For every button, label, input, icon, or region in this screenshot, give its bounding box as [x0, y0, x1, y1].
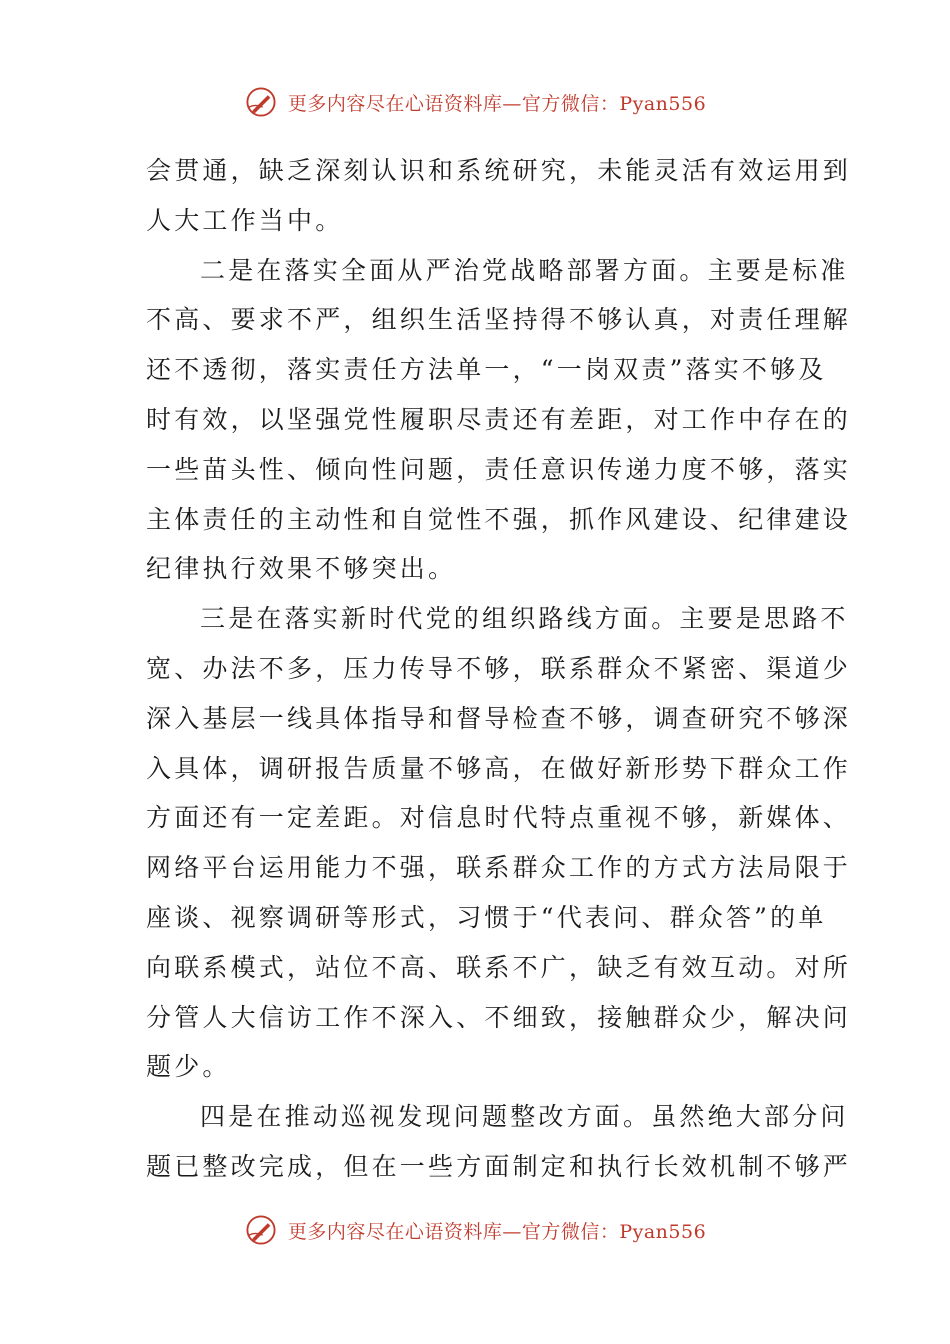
pen-logo-icon	[244, 1213, 278, 1247]
text-line: 深入基层一线具体指导和督导检查不够，调查研究不够深	[146, 703, 852, 733]
footer-banner	[0, 1208, 950, 1252]
text-line: 分管人大信访工作不深入、不细致，接触群众少，解决问	[146, 1002, 852, 1032]
header-banner-text: 更多内容尽在心语资料库—官方微信：Pyan556	[287, 92, 707, 115]
footer-banner-text: 更多内容尽在心语资料库—官方微信：Pyan556	[287, 1220, 707, 1243]
document-body	[146, 146, 852, 1192]
text-line: 会贯通，缺乏深刻认识和系统研究，未能灵活有效运用到	[146, 156, 852, 185]
text-line: 主体责任的主动性和自觉性不强，抓作风建设、纪律建设	[146, 504, 852, 534]
text-line: 三是在落实新时代党的组织路线方面。主要是思路不	[200, 604, 849, 634]
pen-logo-icon	[244, 85, 278, 119]
text-line: 入具体，调研报告质量不够高，在做好新形势下群众工作	[146, 753, 852, 783]
text-line: 网络平台运用能力不强，联系群众工作的方式方法局限于	[146, 853, 852, 883]
text-line: 宽、办法不多，压力传导不够，联系群众不紧密、渠道少	[146, 653, 852, 683]
text-line: 时有效，以坚强党性履职尽责还有差距，对工作中存在的	[146, 404, 852, 434]
text-line: 题少。	[146, 1052, 231, 1082]
text-line: 四是在推动巡视发现问题整改方面。虽然绝大部分问	[200, 1102, 849, 1132]
text-line: 纪律执行效果不够突出。	[146, 554, 457, 584]
text-line: 二是在落实全面从严治党战略部署方面。主要是标准	[200, 255, 849, 285]
text-line: 方面还有一定差距。对信息时代特点重视不够，新媒体、	[146, 803, 852, 833]
text-line: 还不透彻，落实责任方法单一，“一岗双责”落实不够及	[146, 355, 827, 385]
text-line: 一些苗头性、倾向性问题，责任意识传递力度不够，落实	[146, 454, 852, 484]
text-line: 题已整改完成，但在一些方面制定和执行长效机制不够严	[146, 1151, 852, 1181]
text-line: 不高、要求不严，组织生活坚持得不够认真，对责任理解	[146, 305, 852, 335]
header-banner	[0, 80, 950, 124]
text-line: 向联系模式，站位不高、联系不广，缺乏有效互动。对所	[146, 952, 852, 982]
text-line: 人大工作当中。	[146, 205, 344, 235]
text-line: 座谈、视察调研等形式，习惯于“代表问、群众答”的单	[146, 902, 827, 932]
